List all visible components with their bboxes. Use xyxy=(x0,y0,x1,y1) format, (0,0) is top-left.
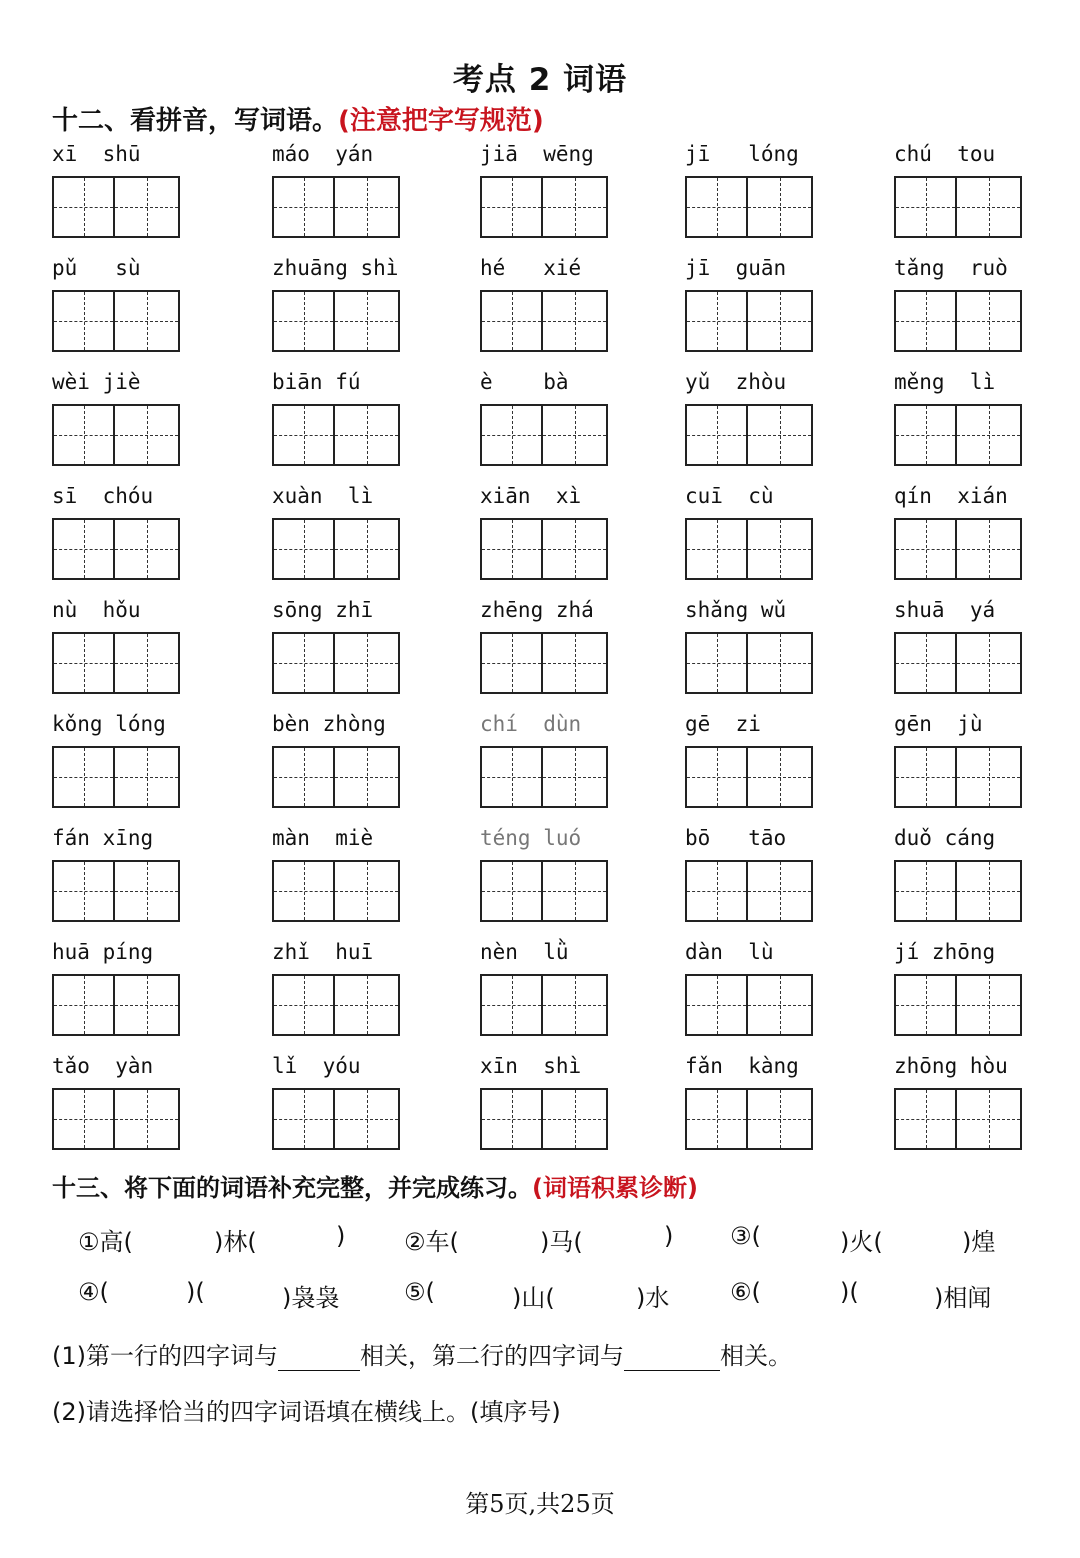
tianzige-box[interactable] xyxy=(480,176,543,238)
question-2: (2)请选择恰当的四字词语填在横线上。(填序号) xyxy=(52,1398,561,1426)
writing-boxes xyxy=(685,404,813,466)
tianzige-box[interactable] xyxy=(957,176,1022,238)
pinyin-label: lǐ yóu xyxy=(272,1054,361,1078)
writing-boxes xyxy=(480,746,608,808)
word-cell xyxy=(52,254,252,368)
tianzige-box[interactable] xyxy=(335,746,400,808)
word-cell xyxy=(272,596,472,710)
tianzige-box[interactable] xyxy=(894,290,957,352)
idiom-fragment: ) xyxy=(336,1222,346,1250)
writing-boxes xyxy=(685,518,813,580)
tianzige-box[interactable] xyxy=(115,632,180,694)
pinyin-label: nèn lǜ xyxy=(480,940,569,964)
writing-boxes xyxy=(685,860,813,922)
word-cell xyxy=(894,368,1080,482)
idiom-fragment: )( xyxy=(840,1278,859,1306)
pinyin-label: máo yán xyxy=(272,142,374,166)
writing-boxes xyxy=(480,404,608,466)
writing-boxes xyxy=(685,176,813,238)
tianzige-box[interactable] xyxy=(52,632,115,694)
writing-boxes xyxy=(894,1088,1022,1150)
pinyin-label: gē zi xyxy=(685,712,761,736)
pinyin-label: wèi jiè xyxy=(52,370,141,394)
page-number: 第5页,共25页 xyxy=(465,1490,615,1518)
tianzige-box[interactable] xyxy=(52,518,115,580)
tianzige-box[interactable] xyxy=(272,290,335,352)
tianzige-box[interactable] xyxy=(957,404,1022,466)
idiom-fragment: ④( xyxy=(78,1278,109,1306)
word-cell xyxy=(272,824,472,938)
section-12-heading-text: 十二、看拼音，写词语。 xyxy=(52,106,339,136)
writing-boxes xyxy=(272,176,400,238)
tianzige-box[interactable] xyxy=(335,176,400,238)
tianzige-box[interactable] xyxy=(335,404,400,466)
tianzige-box[interactable] xyxy=(957,746,1022,808)
writing-boxes xyxy=(52,176,180,238)
tianzige-box[interactable] xyxy=(52,860,115,922)
writing-boxes xyxy=(894,518,1022,580)
tianzige-box[interactable] xyxy=(957,860,1022,922)
word-cell xyxy=(685,368,885,482)
pinyin-label: fán xīng xyxy=(52,826,154,850)
tianzige-box[interactable] xyxy=(272,632,335,694)
tianzige-box[interactable] xyxy=(480,860,543,922)
tianzige-box[interactable] xyxy=(52,746,115,808)
tianzige-box[interactable] xyxy=(748,176,813,238)
tianzige-box[interactable] xyxy=(685,176,748,238)
section-12-note: (注意把字写规范) xyxy=(338,106,544,136)
idiom-fragment: ③( xyxy=(730,1222,761,1250)
tianzige-box[interactable] xyxy=(748,974,813,1036)
tianzige-box[interactable] xyxy=(685,974,748,1036)
idiom-fragment: ②车( xyxy=(404,1228,459,1256)
writing-boxes xyxy=(480,974,608,1036)
writing-boxes xyxy=(894,176,1022,238)
tianzige-box[interactable] xyxy=(543,746,608,808)
question-1 xyxy=(52,1336,792,1371)
writing-boxes xyxy=(894,290,1022,352)
tianzige-box[interactable] xyxy=(685,518,748,580)
word-cell xyxy=(480,140,680,254)
tianzige-box[interactable] xyxy=(543,860,608,922)
idiom-fragment: )袅袅 xyxy=(282,1284,340,1312)
word-cell xyxy=(480,938,680,1052)
pinyin-label: xiān xì xyxy=(480,484,582,508)
writing-boxes xyxy=(272,290,400,352)
writing-boxes xyxy=(480,290,608,352)
tianzige-box[interactable] xyxy=(335,860,400,922)
word-cell xyxy=(52,824,252,938)
tianzige-box[interactable] xyxy=(272,1088,335,1150)
writing-boxes xyxy=(894,404,1022,466)
pinyin-label: xuàn lì xyxy=(272,484,374,508)
idiom-fragment: )马( xyxy=(540,1228,583,1256)
pinyin-label: sī chóu xyxy=(52,484,154,508)
tianzige-box[interactable] xyxy=(272,176,335,238)
tianzige-box[interactable] xyxy=(272,518,335,580)
question-1-part-c: 相关。 xyxy=(720,1342,792,1370)
pinyin-label: biān fú xyxy=(272,370,361,394)
idiom-fragment: )林( xyxy=(214,1228,257,1256)
tianzige-box[interactable] xyxy=(52,974,115,1036)
tianzige-box[interactable] xyxy=(894,518,957,580)
pinyin-label: bèn zhòng xyxy=(272,712,386,736)
writing-boxes xyxy=(480,860,608,922)
tianzige-box[interactable] xyxy=(335,1088,400,1150)
answer-blank-1[interactable] xyxy=(278,1348,360,1371)
writing-boxes xyxy=(272,860,400,922)
pinyin-label: chí dùn xyxy=(480,712,582,736)
pinyin-label: jí zhōng xyxy=(894,940,996,964)
tianzige-box[interactable] xyxy=(957,632,1022,694)
pinyin-label: gēn jù xyxy=(894,712,983,736)
word-cell xyxy=(894,710,1080,824)
writing-boxes xyxy=(894,974,1022,1036)
writing-boxes xyxy=(685,746,813,808)
word-cell xyxy=(52,368,252,482)
tianzige-box[interactable] xyxy=(894,632,957,694)
pinyin-label: jī lóng xyxy=(685,142,799,166)
word-cell xyxy=(480,710,680,824)
idiom-fragment: )山( xyxy=(512,1284,555,1312)
word-cell xyxy=(52,140,252,254)
pinyin-label: duǒ cáng xyxy=(894,826,996,850)
writing-boxes xyxy=(272,1088,400,1150)
idiom-fragment: )水 xyxy=(636,1284,670,1312)
writing-boxes xyxy=(480,632,608,694)
pinyin-label: bō tāo xyxy=(685,826,787,850)
writing-boxes xyxy=(272,518,400,580)
writing-boxes xyxy=(272,746,400,808)
word-cell xyxy=(272,938,472,1052)
tianzige-box[interactable] xyxy=(115,1088,180,1150)
word-cell xyxy=(894,1052,1080,1166)
pinyin-label: qín xián xyxy=(894,484,1008,508)
tianzige-box[interactable] xyxy=(685,1088,748,1150)
word-cell xyxy=(480,824,680,938)
tianzige-box[interactable] xyxy=(748,404,813,466)
pinyin-label: zhēng zhá xyxy=(480,598,594,622)
pinyin-label: fǎn kàng xyxy=(685,1054,799,1078)
tianzige-box[interactable] xyxy=(543,518,608,580)
tianzige-box[interactable] xyxy=(52,290,115,352)
tianzige-box[interactable] xyxy=(335,290,400,352)
tianzige-box[interactable] xyxy=(335,518,400,580)
tianzige-box[interactable] xyxy=(543,974,608,1036)
word-cell xyxy=(685,1052,885,1166)
writing-boxes xyxy=(52,518,180,580)
idiom-fragment: ⑤( xyxy=(404,1278,435,1306)
writing-boxes xyxy=(52,974,180,1036)
word-cell xyxy=(685,710,885,824)
word-cell xyxy=(272,368,472,482)
pinyin-label: téng luó xyxy=(480,826,582,850)
tianzige-box[interactable] xyxy=(115,518,180,580)
word-cell xyxy=(894,140,1080,254)
tianzige-box[interactable] xyxy=(272,974,335,1036)
tianzige-box[interactable] xyxy=(748,518,813,580)
section-13-note: (词语积累诊断) xyxy=(532,1174,698,1202)
word-cell xyxy=(52,938,252,1052)
question-1-part-b: 相关，第二行的四字词与 xyxy=(360,1342,624,1370)
tianzige-box[interactable] xyxy=(480,518,543,580)
pinyin-label: zhōng hòu xyxy=(894,1054,1008,1078)
pinyin-label: jiā wēng xyxy=(480,142,594,166)
word-cell xyxy=(272,140,472,254)
pinyin-label: dàn lù xyxy=(685,940,774,964)
writing-boxes xyxy=(685,974,813,1036)
word-cell xyxy=(272,710,472,824)
tianzige-box[interactable] xyxy=(480,632,543,694)
writing-boxes xyxy=(52,290,180,352)
tianzige-box[interactable] xyxy=(115,290,180,352)
tianzige-box[interactable] xyxy=(272,860,335,922)
tianzige-box[interactable] xyxy=(480,974,543,1036)
tianzige-box[interactable] xyxy=(115,176,180,238)
word-cell xyxy=(272,254,472,368)
word-cell xyxy=(685,254,885,368)
writing-boxes xyxy=(272,632,400,694)
tianzige-box[interactable] xyxy=(52,1088,115,1150)
writing-boxes xyxy=(52,632,180,694)
writing-boxes xyxy=(685,290,813,352)
pinyin-label: pǔ sù xyxy=(52,256,141,280)
writing-boxes xyxy=(894,860,1022,922)
tianzige-box[interactable] xyxy=(115,974,180,1036)
tianzige-box[interactable] xyxy=(480,290,543,352)
tianzige-box[interactable] xyxy=(748,632,813,694)
tianzige-box[interactable] xyxy=(52,176,115,238)
pinyin-label: yǔ zhòu xyxy=(685,370,787,394)
tianzige-box[interactable] xyxy=(543,290,608,352)
answer-blank-2[interactable] xyxy=(624,1348,720,1371)
idiom-fragment: ) xyxy=(664,1222,674,1250)
writing-boxes xyxy=(685,1088,813,1150)
word-cell xyxy=(272,1052,472,1166)
word-cell xyxy=(685,482,885,596)
word-cell xyxy=(52,596,252,710)
tianzige-box[interactable] xyxy=(480,746,543,808)
tianzige-box[interactable] xyxy=(685,860,748,922)
word-cell xyxy=(894,824,1080,938)
word-cell xyxy=(480,596,680,710)
word-cell xyxy=(685,140,885,254)
tianzige-box[interactable] xyxy=(335,632,400,694)
tianzige-box[interactable] xyxy=(543,1088,608,1150)
tianzige-box[interactable] xyxy=(748,860,813,922)
writing-boxes xyxy=(272,974,400,1036)
tianzige-box[interactable] xyxy=(748,746,813,808)
word-cell xyxy=(894,254,1080,368)
tianzige-box[interactable] xyxy=(52,404,115,466)
tianzige-box[interactable] xyxy=(685,746,748,808)
idiom-fragment: )火( xyxy=(840,1228,883,1256)
writing-boxes xyxy=(272,404,400,466)
pinyin-label: zhuāng shì xyxy=(272,256,399,280)
tianzige-box[interactable] xyxy=(894,746,957,808)
pinyin-label: cuī cù xyxy=(685,484,774,508)
pinyin-label: zhǐ huī xyxy=(272,940,374,964)
tianzige-box[interactable] xyxy=(685,632,748,694)
pinyin-label: kǒng lóng xyxy=(52,712,166,736)
tianzige-box[interactable] xyxy=(957,518,1022,580)
pinyin-label: shuā yá xyxy=(894,598,996,622)
pinyin-label: màn miè xyxy=(272,826,374,850)
writing-boxes xyxy=(685,632,813,694)
tianzige-box[interactable] xyxy=(543,404,608,466)
word-cell xyxy=(480,254,680,368)
section-13-heading-text: 十三、将下面的词语补充完整，并完成练习。 xyxy=(52,1174,532,1202)
word-cell xyxy=(480,1052,680,1166)
pinyin-label: chú tou xyxy=(894,142,996,166)
tianzige-box[interactable] xyxy=(957,290,1022,352)
tianzige-box[interactable] xyxy=(685,290,748,352)
tianzige-box[interactable] xyxy=(685,404,748,466)
question-1-part-a: (1)第一行的四字词与 xyxy=(52,1342,278,1370)
tianzige-box[interactable] xyxy=(543,176,608,238)
word-cell xyxy=(480,482,680,596)
word-cell xyxy=(894,938,1080,1052)
tianzige-box[interactable] xyxy=(894,1088,957,1150)
tianzige-box[interactable] xyxy=(894,404,957,466)
writing-boxes xyxy=(52,404,180,466)
idiom-fragment: )( xyxy=(186,1278,205,1306)
tianzige-box[interactable] xyxy=(480,1088,543,1150)
pinyin-label: xīn shì xyxy=(480,1054,582,1078)
word-cell xyxy=(894,596,1080,710)
tianzige-box[interactable] xyxy=(894,974,957,1036)
writing-boxes xyxy=(894,746,1022,808)
tianzige-box[interactable] xyxy=(115,404,180,466)
writing-boxes xyxy=(480,1088,608,1150)
tianzige-box[interactable] xyxy=(480,404,543,466)
idiom-fragment: )相闻 xyxy=(934,1284,992,1312)
tianzige-box[interactable] xyxy=(335,974,400,1036)
tianzige-box[interactable] xyxy=(957,974,1022,1036)
writing-boxes xyxy=(480,518,608,580)
idiom-fragment: ⑥( xyxy=(730,1278,761,1306)
pinyin-label: xī shū xyxy=(52,142,141,166)
tianzige-box[interactable] xyxy=(957,1088,1022,1150)
page-title: 考点 2 词语 xyxy=(452,62,628,98)
pinyin-label: tǎo yàn xyxy=(52,1054,154,1078)
tianzige-box[interactable] xyxy=(894,860,957,922)
word-cell xyxy=(52,1052,252,1166)
pinyin-label: nù hǒu xyxy=(52,598,141,622)
tianzige-box[interactable] xyxy=(272,746,335,808)
tianzige-box[interactable] xyxy=(272,404,335,466)
word-cell xyxy=(685,824,885,938)
idiom-fragment: ①高( xyxy=(78,1228,133,1256)
tianzige-box[interactable] xyxy=(748,290,813,352)
pinyin-label: měng lì xyxy=(894,370,996,394)
tianzige-box[interactable] xyxy=(115,860,180,922)
pinyin-label: shǎng wǔ xyxy=(685,598,787,622)
writing-boxes xyxy=(894,632,1022,694)
tianzige-box[interactable] xyxy=(115,746,180,808)
word-cell xyxy=(52,482,252,596)
pinyin-label: tǎng ruò xyxy=(894,256,1008,280)
writing-boxes xyxy=(52,1088,180,1150)
word-cell xyxy=(685,596,885,710)
writing-boxes xyxy=(52,860,180,922)
tianzige-box[interactable] xyxy=(748,1088,813,1150)
tianzige-box[interactable] xyxy=(894,176,957,238)
pinyin-label: hé xié xyxy=(480,256,582,280)
word-cell xyxy=(480,368,680,482)
pinyin-label: è bà xyxy=(480,370,569,394)
idiom-fragment: )煌 xyxy=(962,1228,996,1256)
writing-boxes xyxy=(52,746,180,808)
writing-boxes xyxy=(480,176,608,238)
pinyin-label: jī guān xyxy=(685,256,787,280)
word-cell xyxy=(685,938,885,1052)
pinyin-label: huā píng xyxy=(52,940,154,964)
tianzige-box[interactable] xyxy=(543,632,608,694)
pinyin-label: sōng zhī xyxy=(272,598,374,622)
word-cell xyxy=(272,482,472,596)
word-cell xyxy=(894,482,1080,596)
section-13-heading xyxy=(52,1168,698,1203)
word-cell xyxy=(52,710,252,824)
